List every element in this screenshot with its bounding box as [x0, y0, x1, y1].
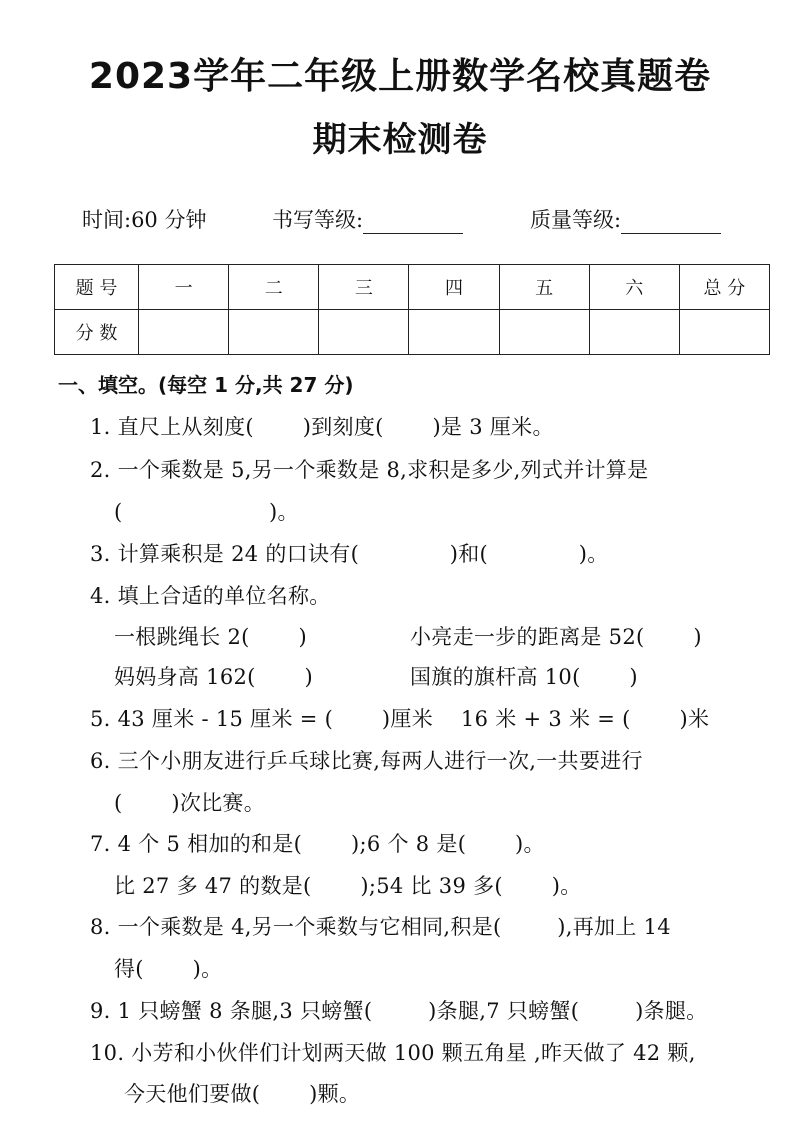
score-cell-total[interactable] [679, 310, 769, 355]
question-5: 5. 43 厘米 - 15 厘米 = ( )厘米 16 米 + 3 米 = ( )米 [90, 707, 710, 731]
row-header-question-number: 题 号 [55, 265, 139, 310]
writing-grade-blank[interactable] [363, 211, 463, 234]
column-header: 二 [229, 265, 319, 310]
score-cell[interactable] [139, 310, 229, 355]
question-3: 3. 计算乘积是 24 的口诀有( )和( )。 [90, 542, 609, 566]
score-cell[interactable] [409, 310, 499, 355]
question-4d: 国旗的旗杆高 10( ) [410, 665, 638, 689]
question-4: 4. 填上合适的单位名称。 [90, 584, 331, 608]
score-cell[interactable] [589, 310, 679, 355]
question-4a: 一根跳绳长 2( ) [114, 625, 307, 649]
question-8-continued: 得( )。 [114, 957, 223, 981]
score-cell[interactable] [499, 310, 589, 355]
row-header-score: 分 数 [55, 310, 139, 355]
exam-info-row [0, 204, 800, 238]
quality-grade-field [530, 204, 721, 234]
score-table [54, 264, 770, 355]
column-header-total: 总 分 [679, 265, 769, 310]
question-4c: 妈妈身高 162( ) [114, 665, 313, 689]
score-cell[interactable] [319, 310, 409, 355]
question-10-continued: 今天他们要做( )颗。 [124, 1082, 361, 1106]
document-subtitle: 期末检测卷 [312, 120, 488, 160]
question-7: 7. 4 个 5 相加的和是( );6 个 8 是( )。 [90, 832, 545, 856]
question-10: 10. 小芳和小伙伴们计划两天做 100 颗五角星 ,昨天做了 42 颗, [90, 1041, 696, 1065]
column-header: 五 [499, 265, 589, 310]
column-header: 四 [409, 265, 499, 310]
section-heading: 一、填空。(每空 1 分,共 27 分) [58, 373, 354, 397]
question-2: 2. 一个乘数是 5,另一个乘数是 8,求积是多少,列式并计算是 [90, 458, 649, 482]
column-header: 三 [319, 265, 409, 310]
quality-grade-blank[interactable] [621, 211, 721, 234]
writing-grade-field [272, 204, 463, 234]
question-2-continued: ( )。 [114, 500, 299, 524]
score-cell[interactable] [229, 310, 319, 355]
document-title: 2023学年二年级上册数学名校真题卷 [88, 56, 712, 97]
question-1: 1. 直尺上从刻度( )到刻度( )是 3 厘米。 [90, 415, 554, 439]
question-8: 8. 一个乘数是 4,另一个乘数与它相同,积是( ),再加上 14 [90, 915, 671, 939]
quality-grade-label: 质量等级: [530, 208, 622, 232]
column-header: 六 [589, 265, 679, 310]
question-4b: 小亮走一步的距离是 52( ) [410, 625, 702, 649]
question-9: 9. 1 只螃蟹 8 条腿,3 只螃蟹( )条腿,7 只螃蟹( )条腿。 [90, 999, 708, 1023]
question-6: 6. 三个小朋友进行乒乓球比赛,每两人进行一次,一共要进行 [90, 749, 643, 773]
question-7-continued: 比 27 多 47 的数是( );54 比 39 多( )。 [114, 874, 582, 898]
score-table-score-row [55, 310, 770, 355]
column-header: 一 [139, 265, 229, 310]
writing-grade-label: 书写等级: [272, 208, 364, 232]
question-6-continued: ( )次比赛。 [114, 791, 266, 815]
time-label: 时间:60 分钟 [82, 208, 207, 232]
score-table-header-row [55, 265, 770, 310]
